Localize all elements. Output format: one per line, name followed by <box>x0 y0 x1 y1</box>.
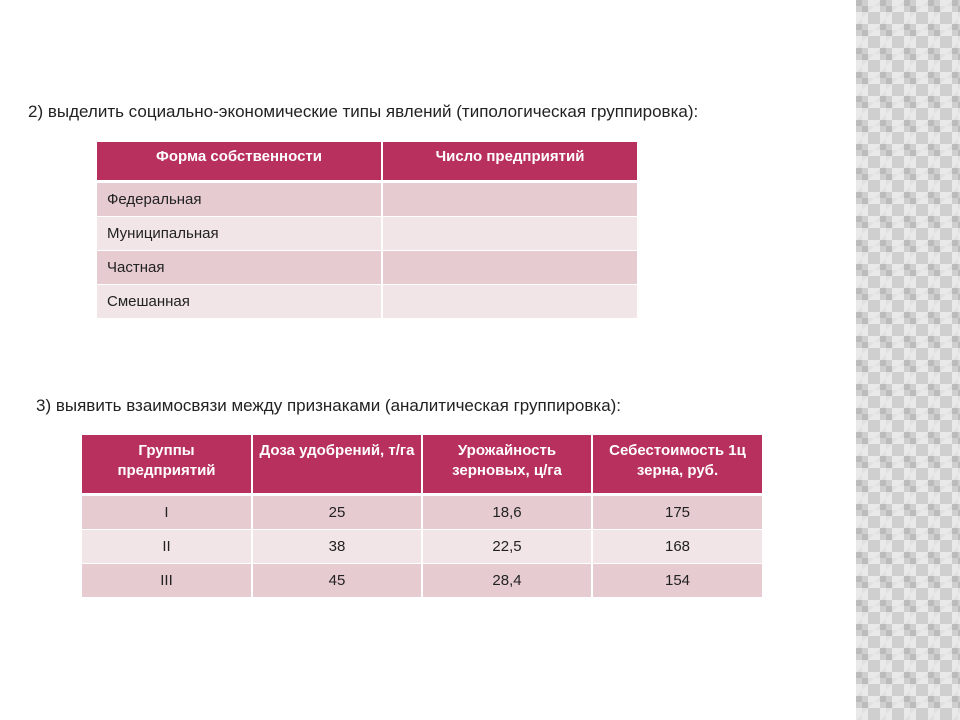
table-row <box>82 530 762 564</box>
cell-grain-yield: 22,5 <box>422 530 592 564</box>
decorative-side-strip <box>856 0 960 720</box>
cell-fertilizer-dose: 38 <box>252 530 422 564</box>
cell-grain-cost: 168 <box>592 530 762 564</box>
cell-enterprise-count <box>382 217 637 251</box>
cell-enterprise-count <box>382 251 637 285</box>
analytical-grouping-heading: 3) выявить взаимосвязи между признаками (аналитическая группировка): <box>36 396 622 415</box>
cell-grain-cost: 175 <box>592 495 762 530</box>
cell-grain-yield: 18,6 <box>422 495 592 530</box>
table-row <box>97 285 637 319</box>
cell-group: II <box>82 530 252 564</box>
cell-enterprise-count <box>382 285 637 319</box>
table-row <box>97 182 637 217</box>
cell-ownership-form: Муниципальная <box>97 217 382 251</box>
column-header-ownership-form: Форма собственности <box>97 142 382 182</box>
cell-group: III <box>82 564 252 598</box>
cell-fertilizer-dose: 45 <box>252 564 422 598</box>
table-row <box>82 564 762 598</box>
cell-group: I <box>82 495 252 530</box>
typological-grouping-heading: 2) выделить социально-экономические типы явлений (типологическая группировка): <box>28 102 699 121</box>
table-header-row <box>82 435 762 495</box>
column-header-grain-yield: Урожайность зерновых, ц/га <box>422 435 592 495</box>
cell-grain-yield: 28,4 <box>422 564 592 598</box>
table-row <box>97 251 637 285</box>
column-header-fertilizer-dose: Доза удобрений, т/га <box>252 435 422 495</box>
cell-ownership-form: Частная <box>97 251 382 285</box>
table-row <box>82 495 762 530</box>
cell-ownership-form: Смешанная <box>97 285 382 319</box>
column-header-enterprise-groups: Группы предприятий <box>82 435 252 495</box>
typological-grouping-table <box>97 142 637 319</box>
column-header-enterprise-count: Число предприятий <box>382 142 637 182</box>
table-row <box>97 217 637 251</box>
cell-enterprise-count <box>382 182 637 217</box>
table-header-row <box>97 142 637 182</box>
cell-grain-cost: 154 <box>592 564 762 598</box>
cell-fertilizer-dose: 25 <box>252 495 422 530</box>
column-header-grain-cost: Себестоимость 1ц зерна, руб. <box>592 435 762 495</box>
analytical-grouping-table <box>82 435 762 598</box>
cell-ownership-form: Федеральная <box>97 182 382 217</box>
